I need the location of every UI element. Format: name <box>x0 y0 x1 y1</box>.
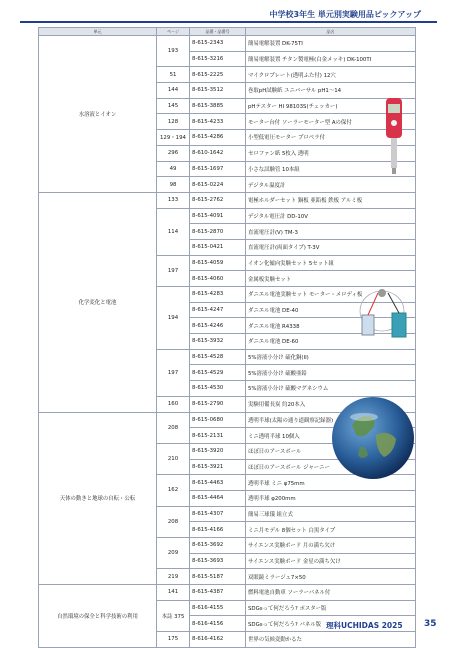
product-name: デジタル電圧計 DD-10V <box>246 208 416 224</box>
product-code: 8-615-4530 <box>190 381 246 397</box>
page-ref: 194 <box>157 287 190 350</box>
product-code: 8-615-4091 <box>190 208 246 224</box>
product-name: モーター台付 ソーラーモーター型 Aの保付 <box>246 114 416 130</box>
product-code: 8-615-3512 <box>190 83 246 99</box>
product-name: イオン化傾向実験セット 5セット組 <box>246 255 416 271</box>
product-name: ほぼ日のアースボール <box>246 443 416 459</box>
product-code: 8-615-0224 <box>190 177 246 193</box>
unit-name: 自然環境の保全と科学技術の利用 <box>39 585 157 648</box>
product-code: 8-615-2790 <box>190 396 246 412</box>
column-header: ページ <box>157 28 190 36</box>
product-code: 8-615-4529 <box>190 365 246 381</box>
product-code: 8-615-4283 <box>190 287 246 303</box>
product-name: 透明半球(太陽の通り道観察記録器) <box>246 412 416 428</box>
product-code: 8-615-2870 <box>190 224 246 240</box>
page-ref: 本誌 375 <box>157 600 190 631</box>
product-code: 8-615-4247 <box>190 302 246 318</box>
page-ref: 49 <box>157 161 190 177</box>
product-name: 燃料電池自動車 ソーラーパネル付 <box>246 585 416 601</box>
page-ref: 128 <box>157 114 190 130</box>
product-name: 世界の気候変動かるた <box>246 632 416 648</box>
product-code: 8-615-3693 <box>190 553 246 569</box>
product-code: 8-615-3932 <box>190 334 246 350</box>
page-ref: 197 <box>157 349 190 396</box>
product-code: 8-615-4463 <box>190 475 246 491</box>
product-name: 小さな試験管 10本組 <box>246 161 416 177</box>
product-name: SDGsって何だろう? パネル版 <box>246 616 416 632</box>
product-name: セロファン紙 5枚入 透明 <box>246 145 416 161</box>
product-name: 5%溶液小分け 硫酸亜鉛 <box>246 365 416 381</box>
product-code: 8-616-4162 <box>190 632 246 648</box>
header-rule <box>20 21 437 23</box>
product-name: 巻取pH試験紙 ユニバーサル pH1～14 <box>246 83 416 99</box>
product-name: 5%溶液小分け 硫酸マグネシウム <box>246 381 416 397</box>
product-code: 8-615-1697 <box>190 161 246 177</box>
product-code: 8-615-0680 <box>190 412 246 428</box>
product-code: 8-615-2343 <box>190 36 246 52</box>
product-code: 8-615-3216 <box>190 51 246 67</box>
page-header <box>270 9 422 21</box>
product-code: 8-615-3885 <box>190 98 246 114</box>
page-ref: 51 <box>157 67 190 83</box>
page-ref: 162 <box>157 475 190 506</box>
product-code: 8-616-4156 <box>190 616 246 632</box>
product-name: 簡易電解装置 チタン製電極(白金メッキ) DK-100TI <box>246 51 416 67</box>
product-code: 8-615-2762 <box>190 192 246 208</box>
page-ref: 133 <box>157 192 190 208</box>
grade-label: 中学校3年生 <box>269 10 316 19</box>
product-name: サイエンス実験ボード 月の満ち欠け <box>246 538 416 554</box>
product-name: SDGsって何だろう? ポスター版 <box>246 600 416 616</box>
product-name: 簡易電解装置 DK-75TI <box>246 36 416 52</box>
page-ref: 296 <box>157 145 190 161</box>
unit-name: 天体の動きと地球の自転・公転 <box>39 412 157 585</box>
product-name: 電極ホルダーセット 銅板 亜鉛板 鉄板 アルミ板 <box>246 192 416 208</box>
product-code: 8-615-3692 <box>190 538 246 554</box>
table-row <box>39 585 416 601</box>
product-code: 8-615-4233 <box>190 114 246 130</box>
product-name: ミニ透明半球 10個入 <box>246 428 416 444</box>
product-code: 8-615-4387 <box>190 585 246 601</box>
product-code: 8-615-3920 <box>190 443 246 459</box>
page-ref: 145 <box>157 98 190 114</box>
product-name: ダニエル電池実験セット モーター・メロディ板 <box>246 287 416 303</box>
page-ref: 209 <box>157 538 190 569</box>
column-header: 単元 <box>39 28 157 36</box>
brand-name: 理科UCHIDAS <box>326 621 380 630</box>
product-name: ダニエル電池 DE-40 <box>246 302 416 318</box>
product-code: 8-615-3921 <box>190 459 246 475</box>
product-name: 簡易三球儀 組立式 <box>246 506 416 522</box>
product-name: 金属板実験セット <box>246 271 416 287</box>
product-name: 透明半球 ミニ φ75mm <box>246 475 416 491</box>
page-ref: 98 <box>157 177 190 193</box>
product-name: 双眼鏡ミラージュ7×50 <box>246 569 416 585</box>
page-ref: 210 <box>157 443 190 474</box>
daniell-cell-photo <box>352 285 414 345</box>
table-row <box>39 36 416 52</box>
product-code: 8-615-4246 <box>190 318 246 334</box>
header-title: 単元別実験用品ピックアップ <box>317 10 421 19</box>
brand-year: 2025 <box>381 621 403 630</box>
product-name: ダニエル電池 R4338 <box>246 318 416 334</box>
product-code: 8-615-5187 <box>190 569 246 585</box>
earth-ball-photo <box>330 395 416 481</box>
product-name: ミニ月モデル 8個セット 白黒タイプ <box>246 522 416 538</box>
page-ref: 197 <box>157 255 190 286</box>
product-code: 8-615-2131 <box>190 428 246 444</box>
product-name: 透明半球 φ200mm <box>246 490 416 506</box>
page-ref: 114 <box>157 208 190 255</box>
column-header: 品番・品番号 <box>190 28 246 36</box>
ph-tester-photo <box>378 96 408 176</box>
product-name: 実験用備長炭 約20本入 <box>246 396 416 412</box>
product-name: サイエンス実験ボード 金星の満ち欠け <box>246 553 416 569</box>
page-ref: 208 <box>157 412 190 443</box>
table-header-row <box>39 28 416 36</box>
page-ref: 175 <box>157 632 190 648</box>
product-code: 8-615-2225 <box>190 67 246 83</box>
brand-logo <box>326 620 403 631</box>
product-code: 8-615-0421 <box>190 239 246 255</box>
product-code: 8-615-4307 <box>190 506 246 522</box>
page-ref: 141 <box>157 585 190 601</box>
product-name: デジタル温度計 <box>246 177 416 193</box>
product-name: マイクロプレート(透明ふた付) 12穴 <box>246 67 416 83</box>
product-name: 直流電圧計(V) TM-3 <box>246 224 416 240</box>
page-ref: 219 <box>157 569 190 585</box>
product-code: 8-615-4060 <box>190 271 246 287</box>
product-name: ダニエル電池 DE-60 <box>246 334 416 350</box>
product-code: 8-615-4166 <box>190 522 246 538</box>
product-code: 8-615-4059 <box>190 255 246 271</box>
product-code: 8-616-4155 <box>190 600 246 616</box>
page-ref: 193 <box>157 36 190 67</box>
unit-name: 水溶液とイオン <box>39 36 157 193</box>
page-ref: 144 <box>157 83 190 99</box>
page-number: 35 <box>424 619 437 629</box>
page-ref: 208 <box>157 506 190 537</box>
page-ref: 129・194 <box>157 130 190 146</box>
page-ref: 160 <box>157 396 190 412</box>
product-name: 小型低電圧モーター プロペラ付 <box>246 130 416 146</box>
product-code: 8-615-4528 <box>190 349 246 365</box>
product-name: ほぼ日のアースボール ジャーニー <box>246 459 416 475</box>
table-row <box>39 192 416 208</box>
product-name: pHテスター HI 98103S(チェッカー) <box>246 98 416 114</box>
product-code: 8-615-4286 <box>190 130 246 146</box>
column-header: 品名 <box>246 28 416 36</box>
unit-name: 化学変化と電池 <box>39 192 157 412</box>
product-name: 5%溶液小分け 硫化銅(II) <box>246 349 416 365</box>
product-code: 8-615-4464 <box>190 490 246 506</box>
product-code: 8-610-1642 <box>190 145 246 161</box>
product-name: 直流電圧計(両面タイプ) T-3V <box>246 239 416 255</box>
